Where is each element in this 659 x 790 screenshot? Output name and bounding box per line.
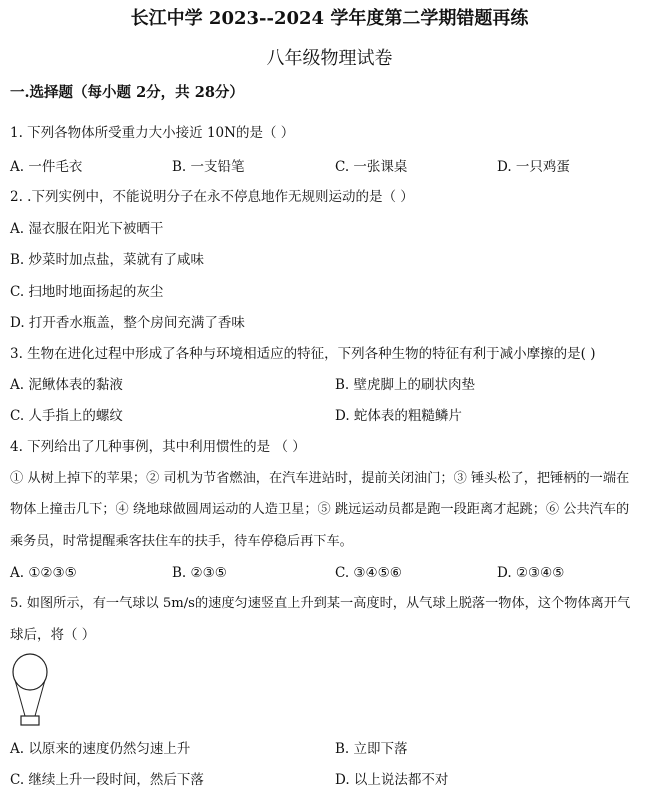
- page-title: 长江中学 2023--2024 学年度第二学期错题再练: [130, 8, 529, 29]
- balloon-basket: [21, 716, 39, 725]
- question-2-option-c: C. 扫地时地面扬起的灰尘: [10, 284, 164, 300]
- question-4-body-line: ① 从树上掉下的苹果；② 司机为节省燃油，在汽车进站时，提前关闭油门；③ 锤头松了，把锤柄的一端在: [10, 471, 630, 486]
- balloon-rope-left: [15, 680, 25, 716]
- question-2-option-b: B. 炒菜时加点盐，菜就有了咸味: [10, 252, 205, 268]
- question-1-option-b: B. 一支铅笔: [172, 159, 245, 175]
- question-4-option-d: D. ②③④⑤: [497, 565, 565, 581]
- question-5-option-b: B. 立即下落: [335, 741, 408, 757]
- question-4-option-c: C. ③④⑤⑥: [335, 565, 402, 581]
- question-2-stem: 2. .下列实例中，不能说明分子在永不停息地作无规则运动的是（ ）: [10, 189, 414, 205]
- question-1-option-c: C. 一张课桌: [335, 159, 408, 175]
- question-3-stem: 3. 生物在进化过程中形成了各种与环境相适应的特征，下列各种生物的特征有利于减小摩擦的是( ): [10, 346, 596, 362]
- question-4-option-a: A. ①②③⑤: [10, 565, 77, 581]
- question-2-option-a: A. 湿衣服在阳光下被晒干: [10, 221, 164, 237]
- question-5-stem-line: 球后，将（ ）: [10, 627, 96, 643]
- question-5-option-d: D. 以上说法都不对: [335, 772, 449, 788]
- balloon-rope-right: [35, 680, 45, 716]
- question-1-option-a: A. 一件毛衣: [10, 159, 83, 175]
- question-1-stem: 1. 下列各物体所受重力大小接近 10N的是（ ）: [10, 125, 295, 141]
- question-4-body-line: 乘务员，时常提醒乘客扶住车的扶手，待车停稳后再下车。: [10, 534, 353, 549]
- question-1-option-d: D. 一只鸡蛋: [497, 159, 570, 175]
- balloon-figure: [10, 652, 50, 728]
- question-4-body-line: 物体上撞击几下；④ 绕地球做圆周运动的人造卫星；⑤ 跳远运动员都是跑一段距离才起跳；⑥ 公共汽车的: [10, 502, 630, 517]
- question-3-option-c: C. 人手指上的螺纹: [10, 408, 123, 424]
- question-5-stem-line: 5. 如图所示，有一气球以 5m/s的速度匀速竖直上升到某一高度时，从气球上脱落一物体，这个物体离开气: [10, 596, 631, 611]
- question-4-stem: 4. 下列给出了几种事例，其中利用惯性的是 （ ）: [10, 439, 306, 455]
- question-3-option-b: B. 壁虎脚上的刷状肉垫: [335, 377, 476, 393]
- question-3-option-a: A. 泥鳅体表的黏液: [10, 377, 123, 393]
- page-subtitle: 八年级物理试卷: [266, 48, 393, 69]
- balloon-envelope: [13, 654, 47, 690]
- question-3-option-d: D. 蛇体表的粗糙鳞片: [335, 408, 462, 424]
- question-2-option-d: D. 打开香水瓶盖，整个房间充满了香味: [10, 315, 245, 331]
- question-5-option-a: A. 以原来的速度仍然匀速上升: [10, 741, 191, 757]
- question-5-option-c: C. 继续上升一段时间，然后下落: [10, 772, 204, 788]
- question-4-option-b: B. ②③⑤: [172, 565, 227, 581]
- section-heading: 一.选择题（每小题 2分，共 28分）: [10, 84, 244, 101]
